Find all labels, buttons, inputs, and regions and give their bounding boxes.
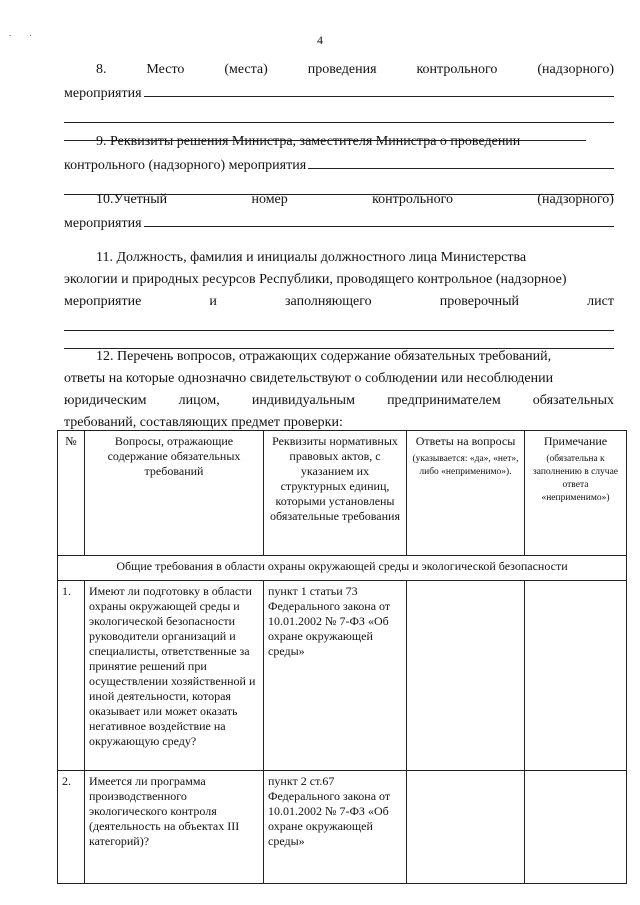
item-9-lead: контрольного (надзорного) мероприятия bbox=[64, 158, 307, 173]
item-10-word: (надзорного) bbox=[537, 192, 614, 207]
item-12-line-4: требований, составляющих предмет проверки: bbox=[64, 415, 343, 430]
row-num: 1. bbox=[58, 581, 85, 771]
header-note-title: Примечание bbox=[543, 434, 608, 448]
page-number: 4 bbox=[317, 33, 323, 47]
row-note-cell[interactable] bbox=[525, 581, 627, 771]
item-9-line-1: 9. Реквизиты решения Министра, заместителя Министра о проведении bbox=[96, 134, 521, 149]
item-9-decision bbox=[64, 131, 614, 195]
row-num: 2. bbox=[58, 771, 85, 884]
item-10-blank-field[interactable] bbox=[144, 211, 614, 227]
item-8-word: 8. bbox=[96, 62, 107, 77]
item-8-word: контрольного bbox=[416, 62, 498, 77]
item-11-word: и bbox=[209, 294, 217, 309]
item-10-number bbox=[64, 189, 614, 235]
item-8-line-2 bbox=[64, 81, 614, 105]
row-question: Имеется ли программа производственного экологического контроля (деятельность на объектах III категорий)? bbox=[85, 771, 264, 884]
row-question: Имеют ли подготовку в области охраны окружающей среды и экологической безопасности руководители организаций и специалисты, ответственные за принятие решений при осуществлении хозяйственной и иной деятельности, которая оказывает или может оказать негативное воздействие на окружающую среду? bbox=[85, 581, 264, 771]
item-8-word: проведения bbox=[307, 62, 377, 77]
item-8-place bbox=[64, 59, 614, 141]
header-answers bbox=[407, 431, 525, 556]
row-requisites: пункт 2 ст.67 Федерального закона от 10.01.2002 № 7-ФЗ «Об охране окружающей среды» bbox=[264, 771, 407, 884]
item-12-line-3 bbox=[64, 390, 614, 412]
item-11-official bbox=[64, 247, 614, 349]
item-8-lead: мероприятия bbox=[64, 86, 142, 101]
header-requisites: Реквизиты нормативных правовых актов, с указанием их структурных единиц, которыми установлены обязательные требования bbox=[264, 431, 407, 556]
header-answers-note: (указывается: «да», «нет», либо «неприменимо»). bbox=[412, 454, 519, 477]
table-section-row bbox=[58, 556, 627, 581]
item-8-blank-field[interactable] bbox=[144, 81, 614, 97]
item-8-line-1 bbox=[64, 59, 614, 81]
header-num: № bbox=[58, 431, 85, 556]
checklist-table bbox=[57, 430, 627, 884]
item-10-word: 10.Учетный bbox=[96, 192, 168, 207]
row-note-cell[interactable] bbox=[525, 771, 627, 884]
table-row bbox=[58, 771, 627, 884]
item-11-blank-line[interactable] bbox=[64, 313, 614, 331]
item-12-word: обязательных bbox=[532, 393, 614, 408]
item-8-word: Место bbox=[146, 62, 185, 77]
item-11-word: проверочный bbox=[439, 294, 520, 309]
table-row bbox=[58, 581, 627, 771]
item-12-word: лицом, bbox=[178, 393, 220, 408]
item-8-blank-line[interactable] bbox=[64, 105, 614, 123]
item-11-line-1: 11. Должность, фамилия и инициалы должностного лица Министерства bbox=[96, 250, 527, 265]
item-12-word: предпринимателем bbox=[387, 393, 501, 408]
item-10-word: контрольного bbox=[372, 192, 454, 207]
header-question: Вопросы, отражающие содержание обязательных требований bbox=[85, 431, 264, 556]
scan-specks: . . bbox=[9, 28, 40, 38]
item-11-word: заполняющего bbox=[285, 294, 372, 309]
item-10-line-2 bbox=[64, 211, 614, 235]
item-12-line-2: ответы на которые однозначно свидетельствуют о соблюдении или несоблюдении bbox=[64, 371, 554, 386]
row-answer-cell[interactable] bbox=[407, 581, 525, 771]
item-12-questions-intro bbox=[64, 346, 614, 434]
row-requisites: пункт 1 статьи 73 Федерального закона от 10.01.2002 № 7-ФЗ «Об охране окружающей среды» bbox=[264, 581, 407, 771]
item-10-word: номер bbox=[251, 192, 288, 207]
item-12-word: юридическим bbox=[64, 393, 147, 408]
item-11-word: лист bbox=[587, 294, 614, 309]
item-8-word: (места) bbox=[224, 62, 268, 77]
table-header-row bbox=[58, 431, 627, 556]
header-note-note: (обязательна к заполнению в случае ответа «неприменимо») bbox=[532, 454, 618, 503]
item-9-line-2 bbox=[64, 153, 614, 177]
header-note bbox=[525, 431, 627, 556]
item-12-line-1: 12. Перечень вопросов, отражающих содержание обязательных требований, bbox=[96, 349, 552, 364]
item-10-lead: мероприятия bbox=[64, 216, 142, 231]
item-8-word: (надзорного) bbox=[537, 62, 614, 77]
item-12-word: индивидуальным bbox=[251, 393, 355, 408]
item-11-line-3 bbox=[64, 291, 614, 313]
item-11-word: мероприятие bbox=[64, 294, 142, 309]
section-title: Общие требования в области охраны окружающей среды и экологической безопасности bbox=[58, 556, 627, 581]
item-10-line-1 bbox=[64, 189, 614, 211]
item-11-line-2: экологии и природных ресурсов Республики, проводящего контрольное (надзорное) bbox=[64, 272, 567, 287]
item-9-blank-field[interactable] bbox=[308, 153, 614, 169]
header-answers-title: Ответы на вопросы bbox=[415, 434, 516, 448]
row-answer-cell[interactable] bbox=[407, 771, 525, 884]
